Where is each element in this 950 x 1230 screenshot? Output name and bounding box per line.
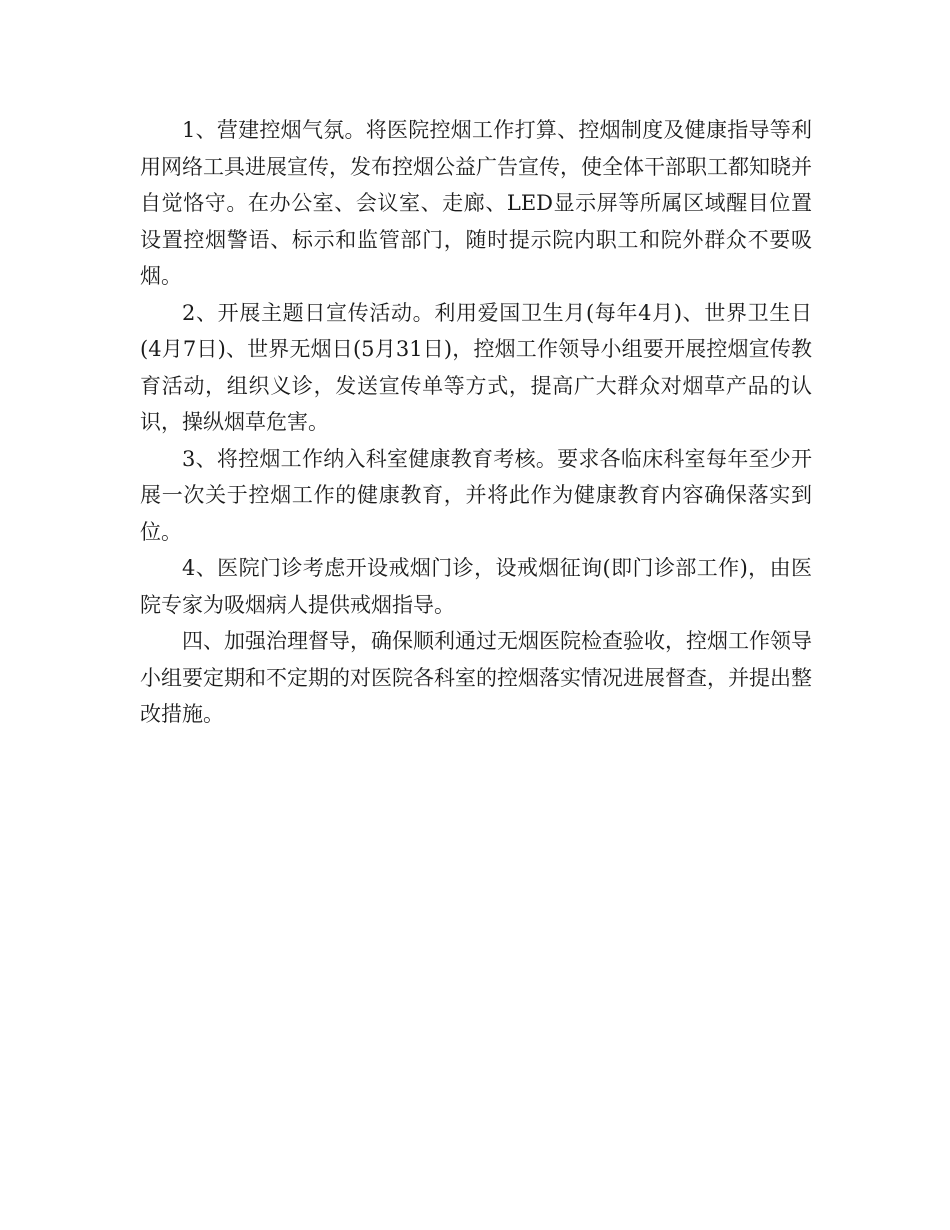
paragraph-2: 2、开展主题日宣传活动。利用爱国卫生月(每年4月)、世界卫生日(4月7日)、世界无烟日(5月31日)，控烟工作领导小组要开展控烟宣传教育活动，组织义诊，发送宣传单等方式，提高广大群众对烟草产品的认识，操纵烟草危害。 [140,300,812,434]
paragraph-4: 4、医院门诊考虑开设戒烟门诊，设戒烟征询(即门诊部工作)，由医院专家为吸烟病人提供戒烟指导。 [140,556,812,617]
paragraph-5: 四、加强治理督导，确保顺利通过无烟医院检查验收，控烟工作领导小组要定期和不定期的对医院各科室的控烟落实情况进展督查，并提出整改措施。 [140,629,812,726]
document-body [140,112,812,733]
paragraph-3: 3、将控烟工作纳入科室健康教育考核。要求各临床科室每年至少开展一次关于控烟工作的健康教育，并将此作为健康教育内容确保落实到位。 [140,446,812,544]
paragraph-1: 1、营建控烟气氛。将医院控烟工作打算、控烟制度及健康指导等利用网络工具进展宣传，发布控烟公益广告宣传，使全体干部职工都知晓并自觉恪守。在办公室、会议室、走廊、LED显示屏等所属区域醒目位置设置控烟警语、标示和监管部门，随时提示院内职工和院外群众不要吸烟。 [140,118,812,288]
